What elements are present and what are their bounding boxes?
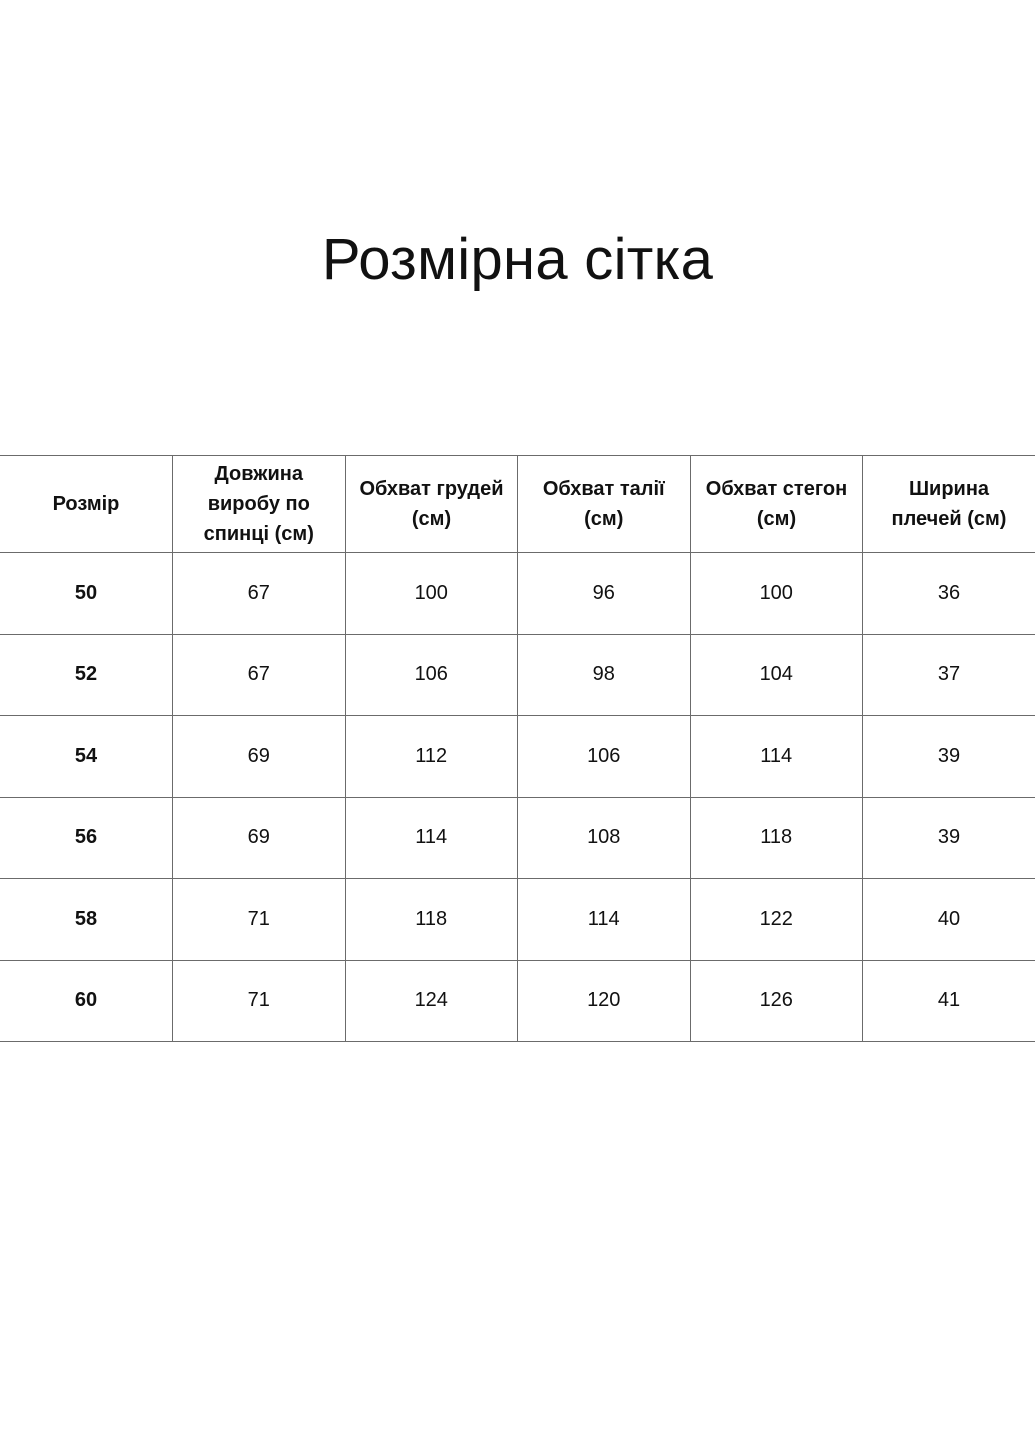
shoulders-cell: 39 bbox=[863, 716, 1035, 798]
chest-cell: 100 bbox=[345, 553, 518, 635]
header-shoulders bbox=[863, 456, 1035, 553]
back-length-cell: 71 bbox=[173, 879, 346, 961]
header-size: Розмір bbox=[0, 456, 173, 553]
header-waist-label: Обхват талії (см) bbox=[542, 478, 665, 530]
back-length-cell: 69 bbox=[173, 716, 346, 798]
back-length-cell: 69 bbox=[173, 797, 346, 879]
size-cell: 60 bbox=[0, 960, 173, 1042]
table-row bbox=[0, 716, 1035, 798]
chest-cell: 106 bbox=[345, 634, 518, 716]
back-length-cell: 71 bbox=[173, 960, 346, 1042]
size-cell: 54 bbox=[0, 716, 173, 798]
hips-cell: 126 bbox=[690, 960, 863, 1042]
page-title: Розмірна сітка bbox=[321, 227, 714, 292]
header-back-length-label: Довжина виробу по спинці (см) bbox=[203, 463, 314, 545]
table-row bbox=[0, 634, 1035, 716]
shoulders-cell: 40 bbox=[863, 879, 1035, 961]
shoulders-cell: 41 bbox=[863, 960, 1035, 1042]
hips-cell: 114 bbox=[690, 716, 863, 798]
shoulders-cell: 36 bbox=[863, 553, 1035, 635]
header-shoulders-label: Ширина плечей (см) bbox=[891, 478, 1007, 530]
shoulders-cell: 37 bbox=[863, 634, 1035, 716]
table-row bbox=[0, 960, 1035, 1042]
header-hips-label: Обхват стегон (см) bbox=[705, 478, 848, 530]
chest-cell: 112 bbox=[345, 716, 518, 798]
hips-cell: 100 bbox=[690, 553, 863, 635]
table-row bbox=[0, 797, 1035, 879]
table-row bbox=[0, 553, 1035, 635]
size-cell: 58 bbox=[0, 879, 173, 961]
shoulders-cell: 39 bbox=[863, 797, 1035, 879]
size-cell: 52 bbox=[0, 634, 173, 716]
size-cell: 56 bbox=[0, 797, 173, 879]
size-chart-table bbox=[0, 455, 1035, 1042]
hips-cell: 122 bbox=[690, 879, 863, 961]
size-cell: 50 bbox=[0, 553, 173, 635]
chest-cell: 114 bbox=[345, 797, 518, 879]
hips-cell: 118 bbox=[690, 797, 863, 879]
waist-cell: 98 bbox=[518, 634, 691, 716]
chest-cell: 118 bbox=[345, 879, 518, 961]
hips-cell: 104 bbox=[690, 634, 863, 716]
waist-cell: 106 bbox=[518, 716, 691, 798]
table-row bbox=[0, 879, 1035, 961]
back-length-cell: 67 bbox=[173, 553, 346, 635]
back-length-cell: 67 bbox=[173, 634, 346, 716]
header-waist bbox=[518, 456, 691, 553]
waist-cell: 120 bbox=[518, 960, 691, 1042]
waist-cell: 96 bbox=[518, 553, 691, 635]
waist-cell: 108 bbox=[518, 797, 691, 879]
header-chest-label: Обхват грудей (см) bbox=[359, 478, 504, 530]
waist-cell: 114 bbox=[518, 879, 691, 961]
header-back-length bbox=[173, 456, 346, 553]
header-hips bbox=[690, 456, 863, 553]
header-chest bbox=[345, 456, 518, 553]
chest-cell: 124 bbox=[345, 960, 518, 1042]
table-header-row bbox=[0, 456, 1035, 553]
